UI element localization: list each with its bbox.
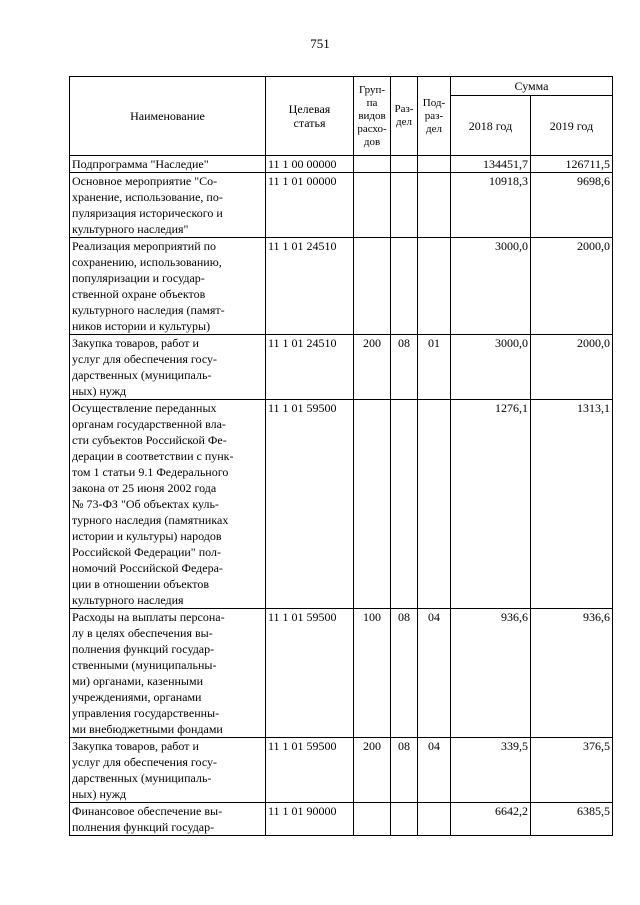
table-row — [70, 400, 613, 609]
row-sum-2019: 1313,1 — [531, 400, 613, 609]
row-name-line: Осуществление переданных — [72, 401, 217, 415]
row-name-line: популяризации и государ- — [72, 271, 205, 285]
row-name-line: культурного наследия — [72, 593, 184, 607]
header-section-line: дел — [396, 116, 412, 128]
row-name-line: ции в отношении объектов — [72, 577, 210, 591]
row-section: 08 — [391, 609, 418, 738]
row-target-article: 11 1 01 59500 — [266, 738, 354, 803]
header-target-article-line: Целевая — [288, 102, 331, 116]
row-name — [70, 738, 266, 803]
row-name — [70, 609, 266, 738]
row-section — [391, 803, 418, 836]
row-name-line: культурного наследия (памят- — [72, 303, 225, 317]
table-row — [70, 156, 613, 173]
row-target-article: 11 1 01 24510 — [266, 238, 354, 335]
row-expense-group: 200 — [354, 335, 391, 400]
row-subsection: 04 — [418, 738, 451, 803]
row-name-line: том 1 статьи 9.1 Федерального — [72, 465, 229, 479]
table-body — [70, 156, 613, 836]
table-row — [70, 738, 613, 803]
table-row — [70, 173, 613, 238]
row-sum-2019: 2000,0 — [531, 335, 613, 400]
header-expense-group-line: видов — [358, 109, 386, 122]
row-expense-group — [354, 156, 391, 173]
row-name-line: Закупка товаров, работ и — [72, 336, 199, 350]
row-subsection: 01 — [418, 335, 451, 400]
header-expense-group-line: расхо- — [357, 122, 387, 135]
header-target-article — [266, 77, 354, 156]
header-expense-group-line: па — [366, 96, 378, 109]
row-name — [70, 803, 266, 836]
row-sum-2018: 134451,7 — [451, 156, 531, 173]
row-name-line: лу в целях обеспечения вы- — [72, 626, 213, 640]
header-sum: Сумма — [451, 77, 613, 96]
row-sum-2019: 2000,0 — [531, 238, 613, 335]
row-name-line: Основное мероприятие "Со- — [72, 174, 218, 188]
row-sum-2018: 936,6 — [451, 609, 531, 738]
row-name-line: учреждениями, органами — [72, 690, 202, 704]
row-target-article: 11 1 00 00000 — [266, 156, 354, 173]
row-subsection — [418, 400, 451, 609]
row-name-line: номочий Российской Федера- — [72, 561, 223, 575]
row-name-line: ственными (муниципальны- — [72, 658, 217, 672]
header-subsection-line: Под- — [422, 96, 446, 109]
row-name — [70, 238, 266, 335]
row-name-line: ственной охране объектов — [72, 287, 206, 301]
row-name-line: Реализация мероприятий по — [72, 239, 217, 253]
header-target-article-line: статья — [293, 116, 326, 130]
row-name-line: дарственных (муниципаль- — [72, 771, 212, 785]
row-sum-2019: 9698,6 — [531, 173, 613, 238]
row-name — [70, 335, 266, 400]
row-name — [70, 400, 266, 609]
row-name-line: дарственных (муниципаль- — [72, 368, 212, 382]
row-name-line: дерации в соответствии с пунк- — [72, 449, 234, 463]
row-target-article: 11 1 01 24510 — [266, 335, 354, 400]
row-name-line: органам государственной вла- — [72, 417, 226, 431]
row-sum-2018: 3000,0 — [451, 335, 531, 400]
row-target-article: 11 1 01 90000 — [266, 803, 354, 836]
row-sum-2019: 936,6 — [531, 609, 613, 738]
row-name — [70, 156, 266, 173]
header-section-line: Раз- — [394, 103, 414, 115]
row-section — [391, 173, 418, 238]
row-name-line: Российской Федерации" пол- — [72, 545, 221, 559]
row-sum-2018: 1276,1 — [451, 400, 531, 609]
row-expense-group: 100 — [354, 609, 391, 738]
row-name-line: № 73-ФЗ "Об объектах куль- — [72, 497, 219, 511]
row-name-line: ми внебюджетными фондами — [72, 722, 223, 736]
row-section — [391, 156, 418, 173]
row-name-line: Финансовое обеспечение вы- — [72, 804, 223, 818]
row-name-line: Подпрограмма "Наследие" — [72, 157, 209, 171]
row-section: 08 — [391, 335, 418, 400]
header-subsection — [418, 77, 451, 156]
row-sum-2018: 339,5 — [451, 738, 531, 803]
row-name-line: сти субъектов Российской Фе- — [72, 433, 227, 447]
row-name-line: полнения функций государ- — [72, 820, 215, 834]
row-sum-2018: 3000,0 — [451, 238, 531, 335]
table-row — [70, 803, 613, 836]
row-name-line: ных) нужд — [72, 787, 127, 801]
row-expense-group — [354, 803, 391, 836]
row-subsection: 04 — [418, 609, 451, 738]
row-name-line: ных) нужд — [72, 384, 127, 398]
row-target-article: 11 1 01 59500 — [266, 609, 354, 738]
row-subsection — [418, 803, 451, 836]
row-name-line: услуг для обеспечения госу- — [72, 755, 218, 769]
row-name-line: турного наследия (памятниках — [72, 513, 229, 527]
row-sum-2018: 6642,2 — [451, 803, 531, 836]
header-section — [391, 77, 418, 156]
row-name — [70, 173, 266, 238]
header-subsection-line: дел — [426, 122, 442, 135]
row-name-line: истории и культуры) народов — [72, 529, 222, 543]
page-number: 751 — [310, 36, 330, 51]
row-name-line: управления государственны- — [72, 706, 220, 720]
row-name-line: ми) органами, казенными — [72, 674, 203, 688]
row-expense-group — [354, 238, 391, 335]
row-name-line: закона от 25 июня 2002 года — [72, 481, 217, 495]
table-row — [70, 335, 613, 400]
row-subsection — [418, 173, 451, 238]
header-expense-group-line: дов — [363, 135, 381, 148]
row-expense-group — [354, 173, 391, 238]
row-name-line: полнения функций государ- — [72, 642, 215, 656]
row-name-line: Расходы на выплаты персона- — [72, 610, 225, 624]
row-name-line: сохранению, использованию, — [72, 255, 222, 269]
header-subsection-line: раз- — [424, 109, 444, 122]
row-sum-2018: 10918,3 — [451, 173, 531, 238]
budget-table — [69, 76, 613, 836]
row-expense-group — [354, 400, 391, 609]
row-name-line: Закупка товаров, работ и — [72, 739, 199, 753]
row-name-line: услуг для обеспечения госу- — [72, 352, 218, 366]
row-subsection — [418, 238, 451, 335]
row-name-line: ников истории и культуры) — [72, 319, 211, 333]
table-header — [70, 77, 613, 156]
row-sum-2019: 126711,5 — [531, 156, 613, 173]
header-expense-group-line: Груп- — [358, 83, 386, 96]
row-subsection — [418, 156, 451, 173]
row-sum-2019: 6385,5 — [531, 803, 613, 836]
row-target-article: 11 1 01 00000 — [266, 173, 354, 238]
header-year-2019: 2019 год — [531, 96, 613, 156]
row-target-article: 11 1 01 59500 — [266, 400, 354, 609]
row-section: 08 — [391, 738, 418, 803]
row-section — [391, 238, 418, 335]
row-name-line: пуляризация исторического и — [72, 206, 223, 220]
header-name: Наименование — [70, 77, 266, 156]
table-row — [70, 238, 613, 335]
row-expense-group: 200 — [354, 738, 391, 803]
row-name-line: культурного наследия" — [72, 222, 189, 236]
row-name-line: хранение, использование, по- — [72, 190, 223, 204]
row-section — [391, 400, 418, 609]
header-expense-group — [354, 77, 391, 156]
row-sum-2019: 376,5 — [531, 738, 613, 803]
table-row — [70, 609, 613, 738]
header-year-2018: 2018 год — [451, 96, 531, 156]
